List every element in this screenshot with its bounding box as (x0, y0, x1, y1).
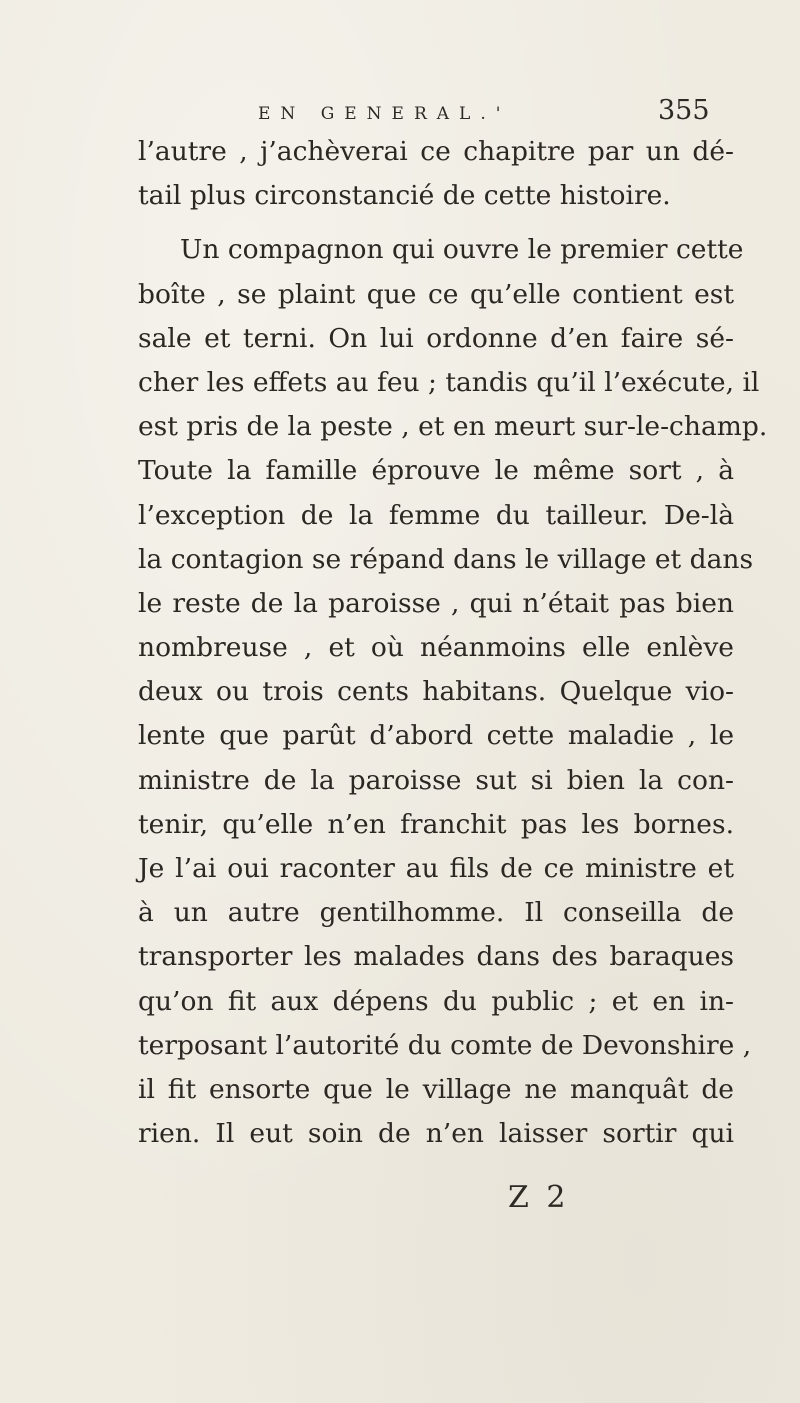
text-line: nombreuse , et où néanmoins elle enlève (138, 632, 734, 664)
text-line: l’exception de la femme du tailleur. De-là (138, 499, 734, 531)
page-number: 355 (658, 95, 710, 126)
text-line: terposant l’autorité du comte de Devonshire , (138, 1029, 752, 1061)
text-line: Un compagnon qui ouvre le premier cette (180, 234, 744, 266)
text-line: tail plus circonstancié de cette histoire. (138, 180, 671, 212)
text-line: la contagion se répand dans le village et dans (138, 543, 754, 575)
body-text (138, 130, 768, 1156)
text-line: lente que parût d’abord cette maladie , le (138, 720, 734, 752)
text-line: est pris de la peste , et en meurt sur-le-champ. (138, 411, 768, 443)
text-line: sale et terni. On lui ordonne d’en faire sé- (138, 322, 734, 354)
text-line: ministre de la paroisse sut si bien la con- (138, 764, 734, 796)
signature-mark: Z 2 (508, 1180, 570, 1215)
text-line: à un autre gentilhomme. Il conseilla de (138, 897, 734, 929)
text-line: boîte , se plaint que ce qu’elle contient est (138, 278, 734, 310)
text-line: il fit ensorte que le village ne manquât de (138, 1073, 734, 1105)
text-line: Je l’ai oui raconter au fils de ce ministre et (138, 853, 734, 884)
text-line: le reste de la paroisse , qui n’était pas bien (138, 587, 734, 619)
text-line: transporter les malades dans des baraques (138, 941, 734, 973)
text-line: l’autre , j’achèverai ce chapitre par un dé- (138, 136, 734, 167)
text-line: rien. Il eut soin de n’en laisser sortir qui (138, 1118, 734, 1150)
text-line: deux ou trois cents habitans. Quelque vio- (138, 676, 734, 708)
text-line: cher les effets au feu ; tandis qu’il l’exécute, il (138, 366, 760, 398)
text-line: tenir, qu’elle n’en franchit pas les bornes. (138, 808, 734, 840)
running-head: EN GENERAL.' (258, 104, 511, 124)
text-line: qu’on fit aux dépens du public ; et en in- (138, 985, 734, 1017)
text-line: Toute la famille éprouve le même sort , à (138, 455, 734, 487)
